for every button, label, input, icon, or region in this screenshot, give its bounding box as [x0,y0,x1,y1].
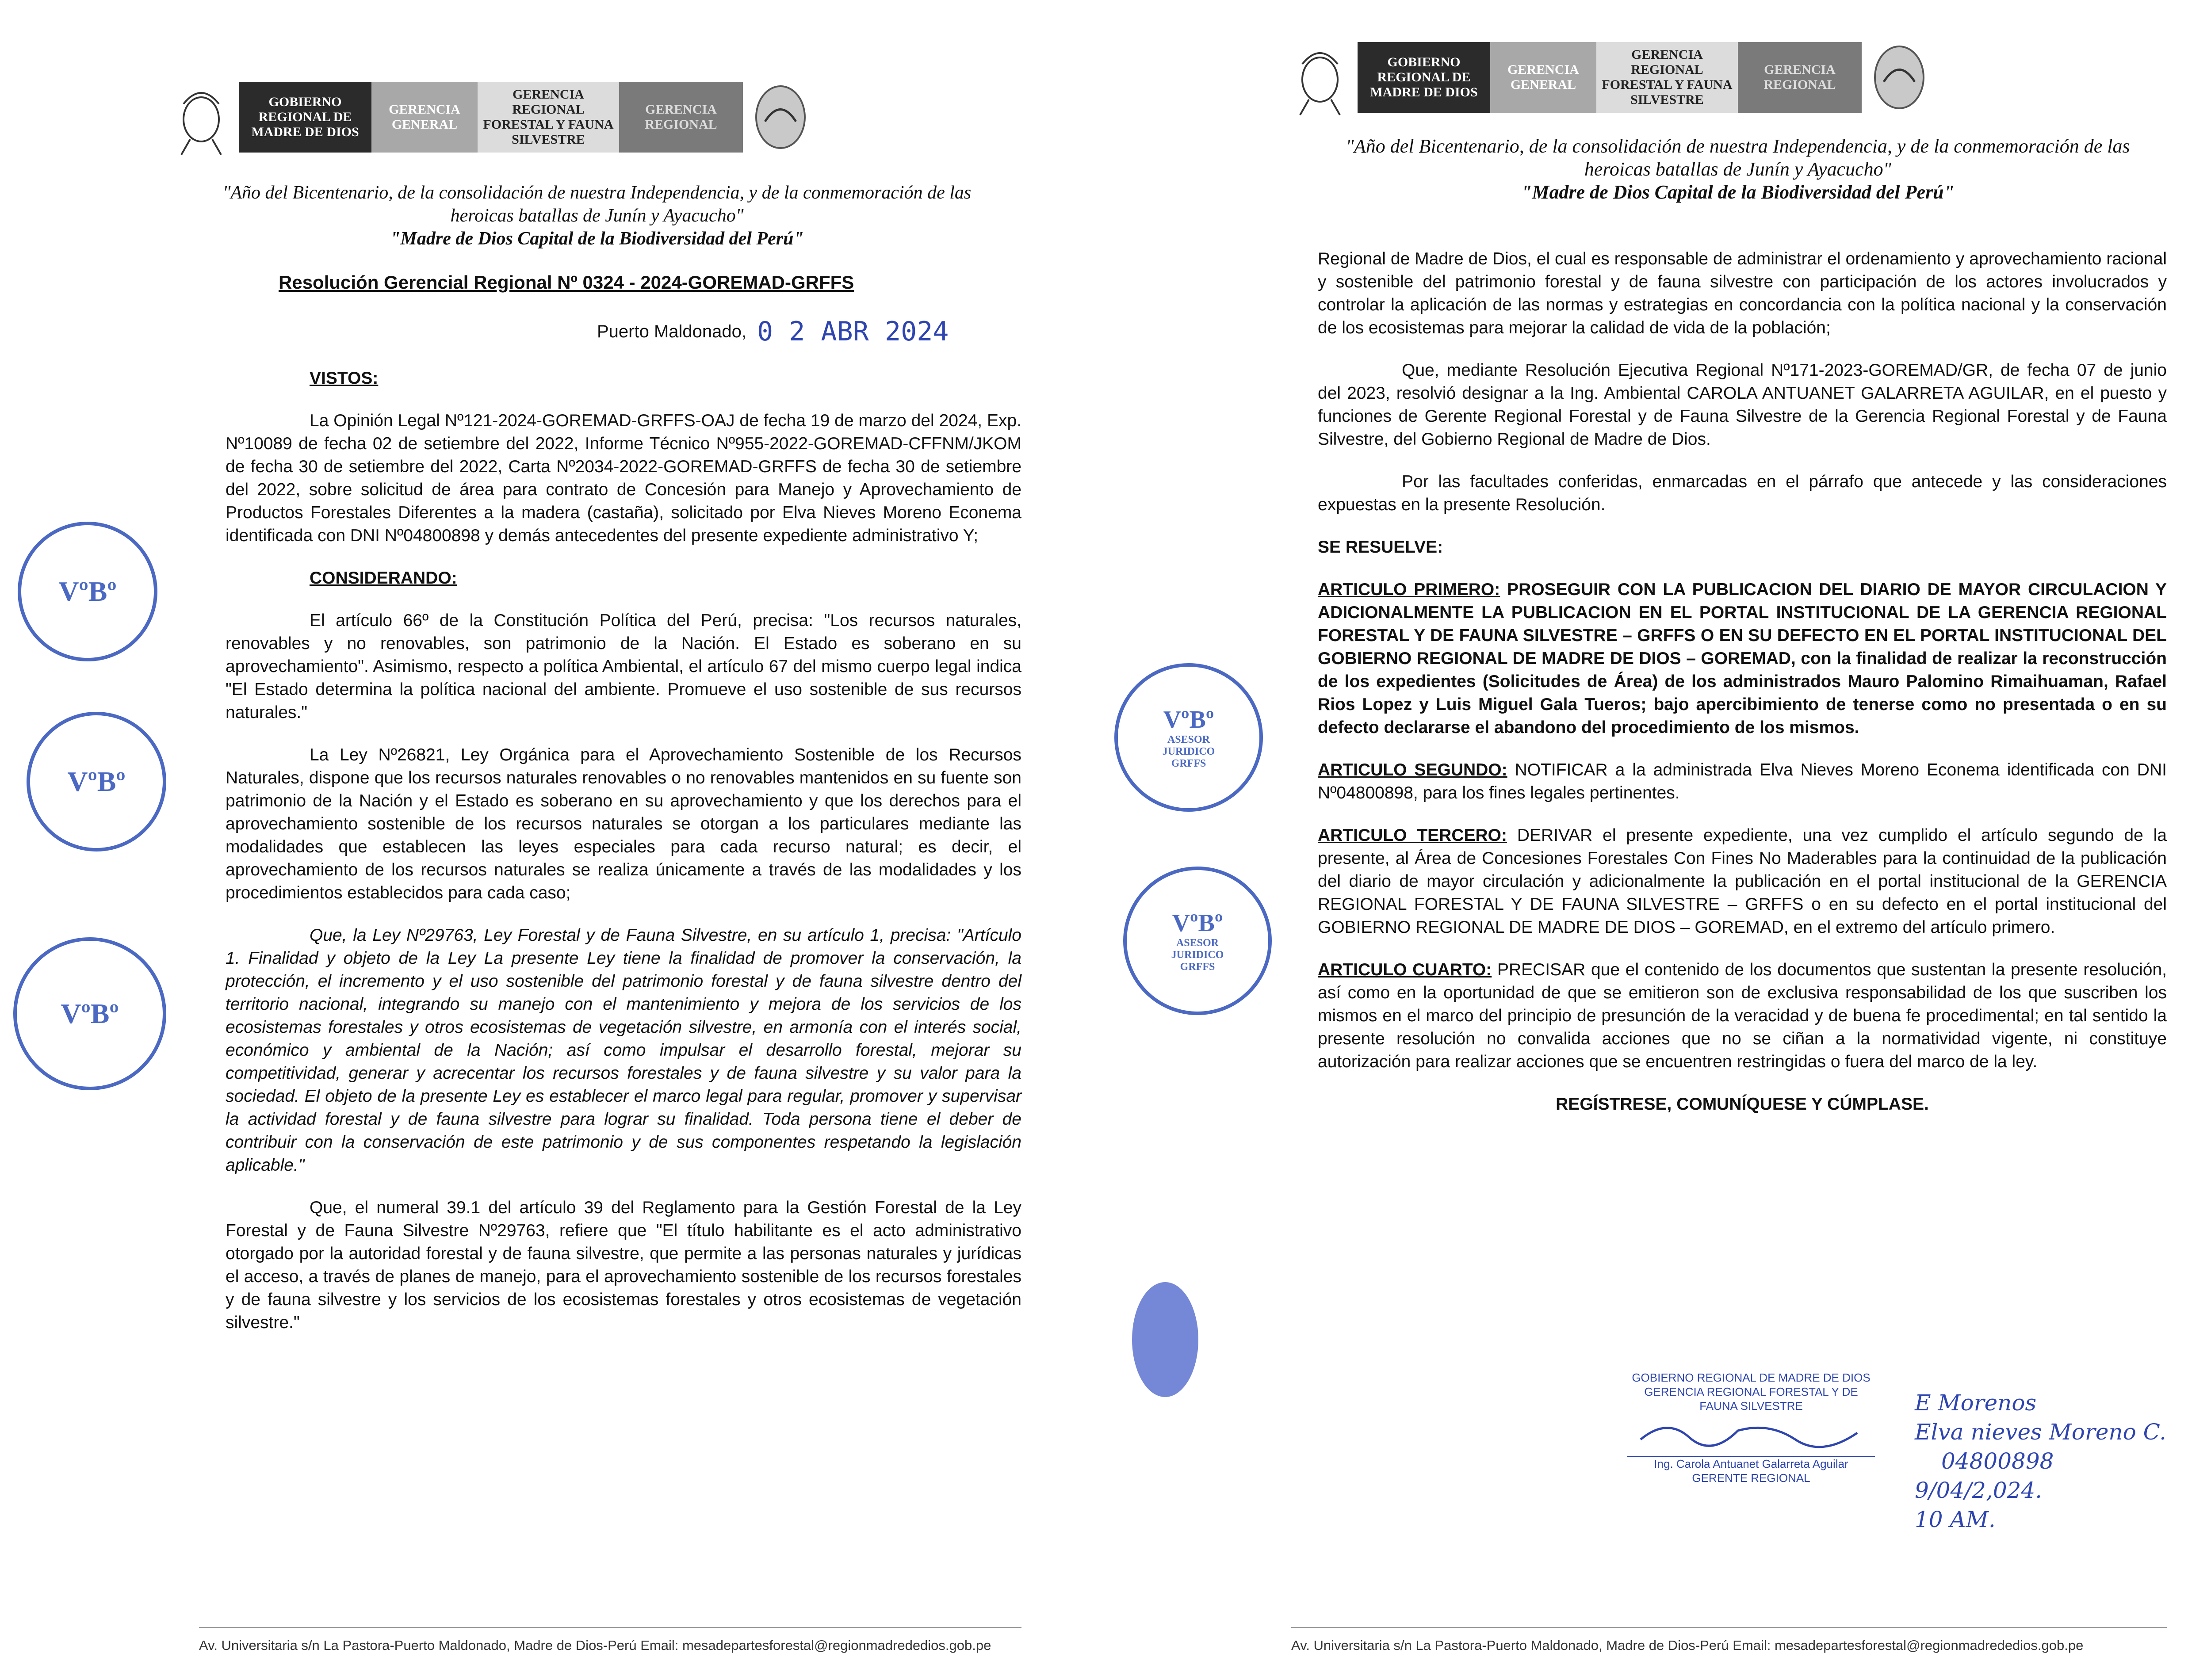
page1-footer: Av. Universitaria s/n La Pastora-Puerto Maldonado, Madre de Dios-Perú Email: mesadepartesforestal@regionmadrededios.gob.pe [199,1627,1021,1653]
signature-scribble-icon [1627,1413,1875,1453]
region-motto: "Madre de Dios Capital de la Biodiversidad del Perú" [1521,181,1955,203]
body-paragraph: Regional de Madre de Dios, el cual es responsable de administrar el ordenamiento y aprovechamiento racional y sostenible del patrimonio forestal y de fauna silvestre con participación de los actores involucrados y controlar la aplicación de las normas y estrategias en concordancia con la política nacional y la conservación de los ecosistemas para mejorar la calidad de vida de la población; [1318,249,2167,337]
header-box-forestal: GERENCIA REGIONAL FORESTAL Y FAUNA SILVESTRE [478,82,619,153]
header-box-gerencia-regional: GERENCIA REGIONAL [619,82,743,153]
receipt-line: 04800898 [1941,1448,2054,1474]
se-resuelve-heading: SE RESUELVE: [1318,538,1443,557]
page2-body [1318,248,2167,1135]
official-mottos [1282,135,2193,204]
header-box-gobierno: GOBIERNO REGIONAL DE MADRE DE DIOS [239,82,371,153]
year-motto: "Año del Bicentenario, de la consolidación de nuestra Independencia, y de la conmemoración de las heroicas batallas de Junín y Ayacucho" [222,183,972,226]
page1-body [226,367,1021,1354]
fingerprint-mark [1132,1282,1198,1397]
resolution-page-2 [1282,27,2193,1658]
article-label: ARTICULO SEGUNDO: [1318,760,1507,779]
receipt-line: Elva nieves Moreno C. [1915,1419,2166,1445]
vobo-stamp [18,522,157,661]
vobo-stamp [13,937,166,1090]
article-label: ARTICULO TERCERO: [1318,826,1507,845]
considerando-heading: CONSIDERANDO: [310,569,457,588]
date-stamp: 0 2 ABR 2024 [757,316,949,347]
considerando-paragraph: La Ley Nº26821, Ley Orgánica para el Aprovechamiento Sostenible de los Recursos Naturales, dispone que los recursos naturales renovables o no renovables mantenidos en su fuente son patrimonio de la Nación y el Estado es soberano en su aprovechamiento y que los derechos para el aprovechamiento sostenible de los recursos naturales se otorgan a los particulares mediante las modalidades que establecen las leyes especiales para cada recurso natural; es decir, el aprovechamiento de los recursos naturales se realiza únicamente a través de las modalidades y los procedimientos establecidos para cada caso; [226,745,1021,902]
signer-title: GERENTE REGIONAL [1692,1471,1810,1485]
article-primero [1318,578,2167,739]
vobo-text: VºBº [58,576,117,607]
header-box-gerencia-general: GERENCIA GENERAL [371,82,478,153]
vistos-paragraph: La Opinión Legal Nº121-2024-GOREMAD-GRFFS-OAJ de fecha 19 de marzo del 2024, Exp. Nº10089 de fecha 02 de setiembre del 2022, Informe Técnico Nº955-2022-GOREMAD-CFFNM/JKOM de fecha 30 de setiembre del 2022, Carta Nº2034-2022-GOREMAD-GRFFS de fecha 30 de setiembre del 2022, sobre solicitud de área para contrato de Concesión para Manejo y Aprovechamiento de Productos Forestales Diferentes a la madera (castaña), solicitado por Elva Nieves Moreno Econema identificada con DNI Nº04800898 y demás antecedentes del presente expediente administrativo Y; [226,411,1021,545]
considerando-paragraph: Que, el numeral 39.1 del artículo 39 del Reglamento para la Gestión Forestal de la Ley Forestal y de Fauna Silvestre Nº29763, refiere que "El título habilitante es el acto administrativo otorgado por la autoridad forestal y de fauna silvestre, que permite a las personas naturales y jurídicas el acceso, a través de planes de manejo, para el aprovechamiento sostenible de los recursos forestales y de fauna silvestre y los servicios de los ecosistemas forestales y otros ecosistemas de vegetación silvestre." [226,1198,1021,1332]
region-motto: "Madre de Dios Capital de la Biodiversidad del Perú" [390,229,804,249]
letterhead [172,66,809,168]
receipt-line: 9/04/2,024. [1915,1478,2043,1503]
signature-line: GERENCIA REGIONAL FORESTAL Y DE FAUNA SILVESTRE [1644,1385,1858,1413]
header-box-gerencia-regional: GERENCIA REGIONAL [1738,42,1862,113]
article-text: PROSEGUIR CON LA PUBLICACION DEL DIARIO DE MAYOR CIRCULACION Y ADICIONALMENTE LA PUBLICACION EN EL PORTAL INSTITUCIONAL DE LA GERENCIA REGIONAL FORESTAL Y DE FAUNA SILVESTRE – GRFFS O EN SU DEFECTO EN EL PORTAL INSTITUCIONAL DEL GOBIERNO REGIONAL DE MADRE DE DIOS – GOREMAD, con la finalidad de realizar la reconstrucción de los expedientes (Solicitudes de Área) de los administrados Mauro Palomino Rimaihuaman, Rafael Rios Lopez y Luis Miguel Gala Tueros; bajo apercibimiento de tenerse como no presentada o en su defecto declararse el abandono del procedimiento de los mismos. [1318,580,2167,737]
header-box-gobierno: GOBIERNO REGIONAL DE MADRE DE DIOS [1358,42,1490,113]
vobo-text: VºBº [1163,706,1214,733]
vobo-text: VºBº [1172,909,1223,937]
place-date [597,316,949,347]
article-segundo [1318,759,2167,805]
article-text: NOTIFICAR a la administrada Elva Nieves Moreno Econema identificada con DNI Nº04800898, para los fines legales pertinentes. [1318,760,2167,802]
official-mottos [146,181,1048,250]
header-box-forestal: GERENCIA REGIONAL FORESTAL Y FAUNA SILVESTRE [1596,42,1738,113]
body-paragraph: Que, mediante Resolución Ejecutiva Regional Nº171-2023-GOREMAD/GR, de fecha 07 de junio del 2023, resolvió designar a la Ing. Ambiental CAROLA ANTUANET GALARRETA AGUILAR, en el puesto y funciones de Gerente Regional Forestal y de Fauna Silvestre de la Gerencia Regional Forestal y de Fauna Silvestre, del Gobierno Regional de Madre de Dios. [1318,361,2167,449]
receipt-line: 10 AM. [1915,1507,1996,1532]
article-text: DERIVAR el presente expediente, una vez cumplido el artículo segundo de la presente, al Área de Concesiones Forestales Con Fines No Maderables para la continuidad de la publicación del diario de mayor circulación y adicionalmente la publicación en el portal institucional de la GERENCIA REGIONAL FORESTAL Y DE FAUNA SILVESTRE – GRFFS o en su defecto en el portal institucional del GOBIERNO REGIONAL DE MADRE DE DIOS – GOREMAD, en el extremo del artículo primero. [1318,826,2167,937]
peru-crest-icon [172,77,230,157]
considerando-paragraph: El artículo 66º de la Constitución Política del Perú, precisa: "Los recursos naturales, renovables y no renovables, son patrimonio de la Nación. El Estado es soberano en su aprovechamiento". Asimismo, respecto a política Ambiental, el artículo 67 del mismo cuerpo legal indica "El Estado determina la política nacional del ambiente. Promueve el uso sostenible de sus recursos naturales." [226,611,1021,722]
regional-logo-icon [752,80,809,155]
asesor-text: ASESOR JURIDICO GRFFS [1162,733,1215,769]
vistos-heading: VISTOS: [310,369,379,388]
vobo-stamp [27,712,166,851]
handwritten-receipt [1915,1388,2166,1534]
asesor-juridico-stamp [1123,867,1272,1015]
year-motto: "Año del Bicentenario, de la consolidación de nuestra Independencia, y de la conmemoración de las heroicas batallas de Junín y Ayacucho" [1346,135,2130,180]
asesor-juridico-stamp [1114,663,1263,812]
signature-line: GOBIERNO REGIONAL DE MADRE DE DIOS [1632,1371,1871,1384]
peru-crest-icon [1291,38,1349,117]
vobo-text: VºBº [61,998,119,1029]
article-label: ARTICULO CUARTO: [1318,960,1492,979]
article-tercero [1318,824,2167,939]
resolution-title: Resolución Gerencial Regional Nº 0324 - 2024-GOREMAD-GRFFS [279,272,854,293]
receipt-line: E Morenos [1915,1390,2037,1416]
place-label: Puerto Maldonado, [597,321,747,341]
article-label: ARTICULO PRIMERO: [1318,580,1500,599]
signature-stamp [1627,1371,1875,1485]
letterhead [1291,27,1928,128]
resolution-page-1 [146,66,1048,1658]
article-cuarto [1318,958,2167,1073]
vobo-text: VºBº [67,766,126,797]
article-text: PRECISAR que el contenido de los documentos que sustentan la presente resolución, así como en la oportunidad de que se emitieron son de exclusiva responsabilidad de los que suscriben los mismos en el marco del principio de presunción de la veracidad y de buena fe procedimental; en tal sentido la presente resolución no convalida acciones que no se ciñan a la normatividad vigente, ni constituye autorización para realizar acciones que se encuentren restringidas o fuera del marco de la ley. [1318,960,2167,1071]
body-paragraph: Por las facultades conferidas, enmarcadas en el párrafo que antecede y las consideraciones expuestas en la presente Resolución. [1318,472,2167,514]
regional-logo-icon [1871,40,1928,115]
header-box-gerencia-general: GERENCIA GENERAL [1490,42,1596,113]
considerando-paragraph: Que, la Ley Nº29763, Ley Forestal y de Fauna Silvestre, en su artículo 1, precisa: "Artículo 1. Finalidad y objeto de la Ley La presente Ley tiene la finalidad de promover la conservación, la protección, el incremento y el uso sostenible del patrimonio forestal y de fauna silvestre dentro del territorio nacional, integrando su manejo con el mantenimiento y mejora de los servicios de los ecosistemas forestales y otros ecosistemas de vegetación silvestre, en armonía con el interés social, económico y ambiental de la Nación; así como impulsar el desarrollo forestal, mejorar su competitividad, generar y acrecentar los recursos forestales y de fauna silvestre y su valor para la sociedad. El objeto de la presente Ley es establecer el marco legal para regular, promover y supervisar la actividad forestal y de fauna silvestre para lograr su finalidad. Toda persona tiene el deber de contribuir con la conservación de este patrimonio y de sus componentes respetando la legislación aplicable." [226,926,1021,1175]
page2-footer: Av. Universitaria s/n La Pastora-Puerto Maldonado, Madre de Dios-Perú Email: mesadepartesforestal@regionmadrededios.gob.pe [1291,1627,2167,1653]
asesor-text: ASESOR JURIDICO GRFFS [1171,937,1224,973]
closing-formula: REGÍSTRESE, COMUNÍQUESE Y CÚMPLASE. [1556,1095,1929,1114]
signer-name: Ing. Carola Antuanet Galarreta Aguilar [1627,1456,1875,1471]
